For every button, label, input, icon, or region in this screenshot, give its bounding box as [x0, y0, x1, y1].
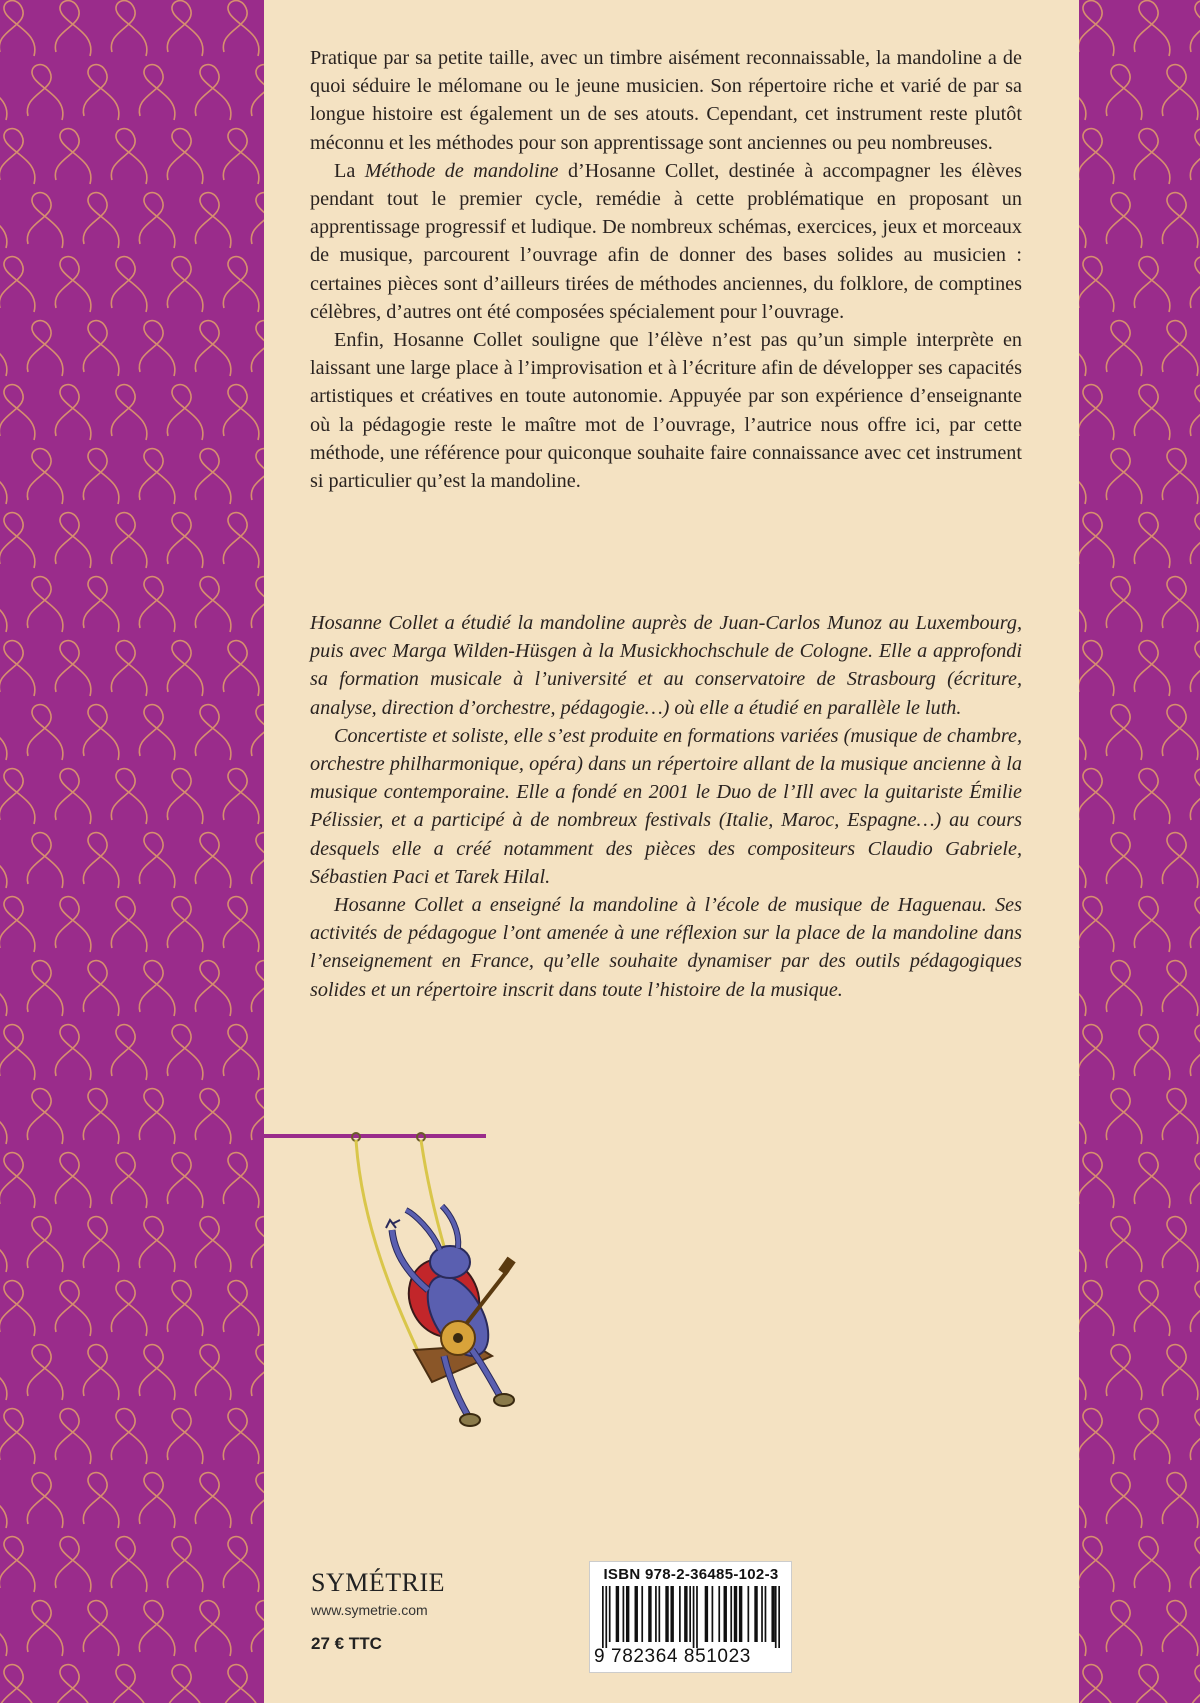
- flourish-swirl: [1134, 1, 1170, 56]
- flourish-swirl: [83, 705, 119, 760]
- flourish-swirl: [0, 1665, 35, 1703]
- barcode-bar: [602, 1586, 604, 1648]
- flourish-swirl: [0, 1, 35, 56]
- flourish-swirl: [139, 65, 175, 120]
- barcode-bar: [609, 1586, 611, 1642]
- flourish-swirl: [223, 385, 259, 440]
- flourish-swirl: [195, 321, 231, 376]
- barcode-bar: [765, 1586, 767, 1642]
- barcode-bar: [778, 1586, 780, 1648]
- barcode-bar: [679, 1586, 681, 1642]
- flourish-swirl: [1106, 1473, 1142, 1528]
- flourish-swirl: [111, 1537, 147, 1592]
- flourish-swirl: [111, 769, 147, 824]
- barcode-bar: [696, 1586, 698, 1648]
- flourish-swirl: [1190, 1409, 1200, 1464]
- flourish-swirl: [195, 1217, 231, 1272]
- flourish-swirl: [139, 193, 175, 248]
- flourish-swirl: [251, 1473, 264, 1528]
- book-title: Méthode de mandoline: [364, 159, 559, 182]
- flourish-swirl: [55, 769, 91, 824]
- flourish-swirl: [55, 1281, 91, 1336]
- flourish-swirl: [1106, 321, 1142, 376]
- bug-head: [430, 1246, 470, 1278]
- flourish-swirl: [139, 833, 175, 888]
- flourish-swirl: [1190, 257, 1200, 312]
- flourish-swirl: [0, 897, 35, 952]
- flourish-swirl: [195, 961, 231, 1016]
- flourish-swirl: [167, 513, 203, 568]
- flourish-swirl: [139, 449, 175, 504]
- flourish-swirl: [139, 577, 175, 632]
- flourish-swirl: [1190, 1537, 1200, 1592]
- bug-foot: [460, 1414, 480, 1426]
- flourish-swirl: [83, 1089, 119, 1144]
- flourish-swirl: [251, 705, 264, 760]
- flourish-swirl: [1162, 449, 1198, 504]
- flourish-swirl: [0, 705, 7, 760]
- flourish-swirl: [167, 1665, 203, 1703]
- flourish-swirl: [1134, 1665, 1170, 1703]
- right-decorative-border: [1079, 0, 1200, 1703]
- description-paragraph: Enfin, Hosanne Collet souligne que l’élève n’est pas qu’un simple interprète en laissant une large place à l’improvisation et à l’écriture afin de développer ses capacités artistiques et créatives en toute autonomie. Appuyée par son expérience d’enseignante où la pédagogie reste le maître mot de l’ouvrage, l’autrice nous offre ici, par cette méthode, une référence pour quiconque souhaite faire connaissance avec cet instrument si particulier qu’est la mandoline.: [310, 329, 1022, 493]
- flourish-swirl: [1134, 513, 1170, 568]
- book-description: [310, 44, 1022, 495]
- left-decorative-border: [0, 0, 264, 1703]
- flourish-swirl: [83, 193, 119, 248]
- flourish-swirl: [83, 577, 119, 632]
- flourish-swirl: [195, 65, 231, 120]
- flourish-swirl: [195, 1473, 231, 1528]
- flourish-swirl: [223, 1153, 259, 1208]
- flourish-swirl: [55, 1537, 91, 1592]
- flourish-swirl: [1079, 385, 1114, 440]
- flourish-swirl: [195, 833, 231, 888]
- flourish-swirl: [1106, 705, 1142, 760]
- flourish-swirl: [1079, 1281, 1114, 1336]
- flourish-swirl: [1190, 897, 1200, 952]
- flourish-swirl: [1162, 705, 1198, 760]
- flourish-swirl: [1134, 1537, 1170, 1592]
- flourish-swirl: [55, 257, 91, 312]
- flourish-swirl: [1106, 577, 1142, 632]
- barcode-bar: [658, 1586, 660, 1642]
- barcode-bar: [724, 1586, 727, 1642]
- flourish-swirl: [1079, 705, 1086, 760]
- barcode-bar: [616, 1586, 619, 1642]
- flourish-swirl: [27, 1217, 63, 1272]
- flourish-swirl: [0, 1345, 7, 1400]
- flourish-swirl: [167, 257, 203, 312]
- isbn-label: ISBN 978-2-36485-102-3: [603, 1566, 779, 1583]
- flourish-swirl: [1106, 833, 1142, 888]
- flourish-swirl: [1190, 385, 1200, 440]
- barcode-bar: [754, 1586, 757, 1642]
- flourish-swirl: [1134, 1153, 1170, 1208]
- price-label: 27 € TTC: [311, 1634, 382, 1653]
- flourish-swirl: [1162, 961, 1198, 1016]
- flourish-swirl: [27, 705, 63, 760]
- flourish-swirl: [0, 257, 35, 312]
- isbn-barcode: [589, 1561, 792, 1673]
- flourish-swirl: [83, 961, 119, 1016]
- flourish-swirl: [167, 1153, 203, 1208]
- barcode-bar: [712, 1586, 714, 1642]
- flourish-swirl: [0, 193, 7, 248]
- flourish-swirl: [83, 321, 119, 376]
- flourish-swirl: [55, 1153, 91, 1208]
- flourish-swirl: [1162, 833, 1198, 888]
- publisher-website: www.symetrie.com: [311, 1602, 428, 1618]
- flourish-swirl: [1162, 577, 1198, 632]
- flourish-swirl: [139, 705, 175, 760]
- flourish-swirl: [195, 705, 231, 760]
- flourish-swirl: [139, 1345, 175, 1400]
- flourish-swirl: [55, 385, 91, 440]
- flourish-swirl: [167, 1, 203, 56]
- flourish-swirl: [251, 65, 264, 120]
- flourish-swirl: [0, 1217, 7, 1272]
- flourish-swirl: [1190, 129, 1200, 184]
- flourish-swirl: [139, 961, 175, 1016]
- flourish-swirl: [223, 1, 259, 56]
- flourish-swirl: [1134, 1025, 1170, 1080]
- flourish-swirl: [1079, 833, 1086, 888]
- flourish-swirl: [111, 641, 147, 696]
- flourish-swirl: [1079, 1153, 1114, 1208]
- flourish-swirl: [111, 1, 147, 56]
- flourish-swirl: [0, 1601, 7, 1656]
- flourish-swirl: [1079, 449, 1086, 504]
- flourish-swirl: [111, 1153, 147, 1208]
- flourish-swirl: [1079, 769, 1114, 824]
- barcode-bar: [693, 1586, 695, 1648]
- description-paragraph: [310, 157, 1022, 326]
- flourish-pattern: [1079, 0, 1200, 1703]
- flourish-swirl: [111, 129, 147, 184]
- barcode-bar: [605, 1586, 607, 1648]
- flourish-swirl: [195, 449, 231, 504]
- flourish-swirl: [111, 1665, 147, 1703]
- flourish-swirl: [27, 321, 63, 376]
- flourish-swirl: [111, 513, 147, 568]
- flourish-swirl: [1079, 1025, 1114, 1080]
- flourish-swirl: [1106, 193, 1142, 248]
- flourish-swirl: [55, 513, 91, 568]
- flourish-swirl: [0, 1281, 35, 1336]
- flourish-swirl: [223, 1665, 259, 1703]
- barcode-digits: 9 782364 851023: [594, 1646, 751, 1667]
- flourish-swirl: [1134, 1281, 1170, 1336]
- flourish-swirl: [1106, 449, 1142, 504]
- barcode-bar: [670, 1586, 673, 1642]
- bug-hand: [386, 1220, 400, 1228]
- bio-paragraph: Hosanne Collet a enseigné la mandoline à l’école de musique de Haguenau. Ses activités de pédagogue l’ont amenée à une réflexion sur la place de la mandoline dans l’enseignement en France, qu’elle souhaite dynamiser par des outils pédagogiques solides et un répertoire inscrit dans toute l’histoire de la musique.: [310, 894, 1022, 1001]
- flourish-swirl: [251, 833, 264, 888]
- barcode-bar: [641, 1586, 643, 1642]
- flourish-swirl: [83, 1601, 119, 1656]
- flourish-swirl: [1106, 1089, 1142, 1144]
- barcode-bar: [648, 1586, 651, 1642]
- flourish-swirl: [83, 1217, 119, 1272]
- barcode-bar: [665, 1586, 668, 1642]
- flourish-swirl: [1079, 1601, 1086, 1656]
- flourish-pattern: [0, 0, 264, 1703]
- bug-foot: [494, 1394, 514, 1406]
- flourish-swirl: [223, 129, 259, 184]
- flourish-swirl: [27, 1089, 63, 1144]
- flourish-swirl: [111, 385, 147, 440]
- flourish-swirl: [0, 129, 35, 184]
- barcode-bar: [655, 1586, 657, 1642]
- flourish-swirl: [0, 1025, 35, 1080]
- flourish-swirl: [1162, 1089, 1198, 1144]
- flourish-swirl: [1079, 193, 1086, 248]
- flourish-swirl: [1106, 1217, 1142, 1272]
- flourish-swirl: [1190, 1281, 1200, 1336]
- barcode-bar: [775, 1586, 777, 1648]
- barcode-bar: [689, 1586, 691, 1642]
- flourish-swirl: [1134, 1409, 1170, 1464]
- flourish-swirl: [27, 1345, 63, 1400]
- mandolin-headstock: [498, 1257, 515, 1276]
- flourish-swirl: [0, 513, 35, 568]
- flourish-swirl: [195, 1601, 231, 1656]
- barcode-bar: [718, 1586, 720, 1642]
- flourish-swirl: [1190, 1665, 1200, 1703]
- flourish-swirl: [167, 1537, 203, 1592]
- flourish-swirl: [0, 449, 7, 504]
- flourish-swirl: [1106, 961, 1142, 1016]
- flourish-swirl: [1134, 769, 1170, 824]
- flourish-swirl: [167, 129, 203, 184]
- flourish-swirl: [1190, 513, 1200, 568]
- flourish-swirl: [27, 193, 63, 248]
- flourish-swirl: [1162, 321, 1198, 376]
- flourish-swirl: [139, 1217, 175, 1272]
- flourish-swirl: [1162, 1345, 1198, 1400]
- barcode-bars: [598, 1586, 784, 1648]
- barcode-bar: [771, 1586, 774, 1642]
- flourish-swirl: [55, 1, 91, 56]
- flourish-swirl: [167, 897, 203, 952]
- flourish-swirl: [111, 1281, 147, 1336]
- flourish-swirl: [1190, 769, 1200, 824]
- flourish-swirl: [1079, 1473, 1086, 1528]
- flourish-swirl: [1162, 1217, 1198, 1272]
- flourish-swirl: [1079, 577, 1086, 632]
- flourish-swirl: [251, 449, 264, 504]
- swing-bug-illustration: [264, 1120, 564, 1430]
- flourish-swirl: [195, 577, 231, 632]
- flourish-swirl: [251, 1217, 264, 1272]
- flourish-swirl: [223, 1537, 259, 1592]
- flourish-swirl: [0, 833, 7, 888]
- barcode-bar: [626, 1586, 629, 1642]
- flourish-swirl: [139, 1473, 175, 1528]
- flourish-swirl: [1162, 1473, 1198, 1528]
- barcode-bar: [730, 1586, 732, 1642]
- flourish-swirl: [251, 321, 264, 376]
- flourish-swirl: [0, 641, 35, 696]
- flourish-swirl: [139, 321, 175, 376]
- author-biography: [310, 609, 1022, 1004]
- flourish-swirl: [251, 1345, 264, 1400]
- flourish-swirl: [223, 897, 259, 952]
- flourish-swirl: [251, 961, 264, 1016]
- flourish-swirl: [55, 1025, 91, 1080]
- flourish-swirl: [1079, 1089, 1086, 1144]
- flourish-swirl: [1106, 65, 1142, 120]
- flourish-swirl: [1134, 129, 1170, 184]
- barcode-bar: [635, 1586, 638, 1642]
- flourish-swirl: [167, 769, 203, 824]
- flourish-swirl: [167, 641, 203, 696]
- flourish-swirl: [1162, 1601, 1198, 1656]
- flourish-swirl: [55, 1409, 91, 1464]
- flourish-swirl: [167, 1025, 203, 1080]
- flourish-swirl: [0, 1409, 35, 1464]
- barcode-bar: [705, 1586, 708, 1642]
- flourish-swirl: [167, 1409, 203, 1464]
- flourish-swirl: [195, 1345, 231, 1400]
- flourish-swirl: [27, 449, 63, 504]
- flourish-swirl: [0, 1153, 35, 1208]
- flourish-swirl: [195, 193, 231, 248]
- flourish-swirl: [83, 833, 119, 888]
- flourish-swirl: [1162, 65, 1198, 120]
- flourish-swirl: [1134, 897, 1170, 952]
- flourish-swirl: [55, 1665, 91, 1703]
- flourish-swirl: [1190, 1025, 1200, 1080]
- flourish-swirl: [27, 65, 63, 120]
- barcode-bar: [623, 1586, 625, 1642]
- flourish-swirl: [1079, 129, 1114, 184]
- flourish-swirl: [0, 1473, 7, 1528]
- flourish-swirl: [111, 897, 147, 952]
- flourish-swirl: [1079, 65, 1086, 120]
- flourish-swirl: [1079, 897, 1114, 952]
- flourish-swirl: [251, 193, 264, 248]
- flourish-swirl: [1079, 513, 1114, 568]
- flourish-swirl: [1079, 1665, 1114, 1703]
- flourish-swirl: [1079, 641, 1114, 696]
- flourish-swirl: [251, 1601, 264, 1656]
- flourish-swirl: [55, 129, 91, 184]
- barcode-bar: [747, 1586, 749, 1642]
- flourish-swirl: [27, 833, 63, 888]
- flourish-swirl: [251, 577, 264, 632]
- flourish-swirl: [0, 385, 35, 440]
- flourish-swirl: [1106, 1601, 1142, 1656]
- flourish-swirl: [0, 577, 7, 632]
- flourish-swirl: [195, 1089, 231, 1144]
- flourish-swirl: [27, 961, 63, 1016]
- flourish-swirl: [1079, 1, 1114, 56]
- publisher-name: SYMÉTRIE: [311, 1568, 445, 1597]
- flourish-swirl: [1134, 385, 1170, 440]
- barcode-bar: [684, 1586, 687, 1642]
- flourish-swirl: [1079, 1409, 1114, 1464]
- flourish-swirl: [0, 321, 7, 376]
- flourish-swirl: [1190, 1, 1200, 56]
- flourish-swirl: [223, 257, 259, 312]
- flourish-swirl: [0, 1537, 35, 1592]
- flourish-swirl: [1134, 257, 1170, 312]
- flourish-swirl: [0, 769, 35, 824]
- barcode-bar: [734, 1586, 737, 1642]
- flourish-swirl: [1079, 961, 1086, 1016]
- swing-rope: [356, 1140, 422, 1360]
- flourish-swirl: [167, 385, 203, 440]
- flourish-swirl: [0, 961, 7, 1016]
- flourish-swirl: [55, 897, 91, 952]
- flourish-swirl: [111, 257, 147, 312]
- flourish-swirl: [139, 1089, 175, 1144]
- flourish-swirl: [1134, 641, 1170, 696]
- flourish-swirl: [55, 641, 91, 696]
- flourish-swirl: [27, 1473, 63, 1528]
- flourish-swirl: [0, 65, 7, 120]
- flourish-swirl: [1079, 1537, 1114, 1592]
- flourish-swirl: [1162, 193, 1198, 248]
- flourish-swirl: [1079, 1217, 1086, 1272]
- flourish-swirl: [167, 1281, 203, 1336]
- flourish-swirl: [1079, 1345, 1086, 1400]
- flourish-swirl: [139, 1601, 175, 1656]
- bio-paragraph: Hosanne Collet a étudié la mandoline auprès de Juan-Carlos Munoz au Luxembourg, puis avec Marga Wilden-Hüsgen à la Musickhochschule de Cologne. Elle a approfondi sa formation musicale à l’université et au conservatoire de Strasbourg (écriture, analyse, direction d’orchestre, pédagogie…) où elle a étudié en parallèle le luth.: [310, 612, 1022, 719]
- flourish-swirl: [111, 1025, 147, 1080]
- flourish-swirl: [1079, 257, 1114, 312]
- flourish-swirl: [251, 1089, 264, 1144]
- bio-paragraph: Concertiste et soliste, elle s’est produite en formations variées (musique de chambre, orchestre philharmonique, opéra) dans un répertoire allant de la musique ancienne à la musique contemporaine. Elle a fondé en 2001 le Duo de l’Ill avec la guitariste Émilie Pélissier, et a participé à de nombreux festivals (Italie, Maroc, Espagne…) au cours desquels elle a créé notamment des pièces des compositeurs Claudio Gabriele, Sébastien Paci et Tarek Hilal.: [310, 724, 1022, 888]
- flourish-swirl: [83, 65, 119, 120]
- flourish-swirl: [223, 1025, 259, 1080]
- flourish-swirl: [0, 1089, 7, 1144]
- text-span: d’Hosanne Collet, destinée à accompagner les élèves pendant tout le premier cycle, remédie à cette problématique en proposant un apprentissage progressif et ludique. De nombreux schémas, exercices, jeux et morceaux de musique, parcourent l’ouvrage afin de donner des bases solides au musicien : certaines pièces sont d’ailleurs tirées de méthodes anciennes, du folklore, de comptines célèbres, d’autres ont été composées spécialement pour l’ouvrage.: [310, 159, 1022, 323]
- flourish-swirl: [83, 449, 119, 504]
- description-paragraph: Pratique par sa petite taille, avec un timbre aisément reconnaissable, la mandoline a de quoi séduire le mélomane ou le jeune musicien. Son répertoire riche et varié de par sa longue histoire est également un de ses atouts. Cependant, cet instrument reste plutôt méconnu et les méthodes pour son apprentissage sont anciennes ou peu nombreuses.: [310, 47, 1022, 154]
- flourish-swirl: [27, 1601, 63, 1656]
- flourish-swirl: [83, 1345, 119, 1400]
- flourish-swirl: [223, 641, 259, 696]
- barcode-bar: [761, 1586, 763, 1642]
- flourish-swirl: [1079, 321, 1086, 376]
- flourish-swirl: [223, 513, 259, 568]
- flourish-swirl: [111, 1409, 147, 1464]
- flourish-swirl: [223, 1281, 259, 1336]
- flourish-swirl: [1106, 1345, 1142, 1400]
- barcode-bar: [739, 1586, 742, 1642]
- flourish-swirl: [1190, 641, 1200, 696]
- flourish-swirl: [27, 577, 63, 632]
- mandolin-soundhole: [453, 1333, 463, 1343]
- text-span: La: [334, 159, 365, 182]
- flourish-swirl: [223, 1409, 259, 1464]
- flourish-swirl: [223, 769, 259, 824]
- flourish-swirl: [1190, 1153, 1200, 1208]
- flourish-swirl: [83, 1473, 119, 1528]
